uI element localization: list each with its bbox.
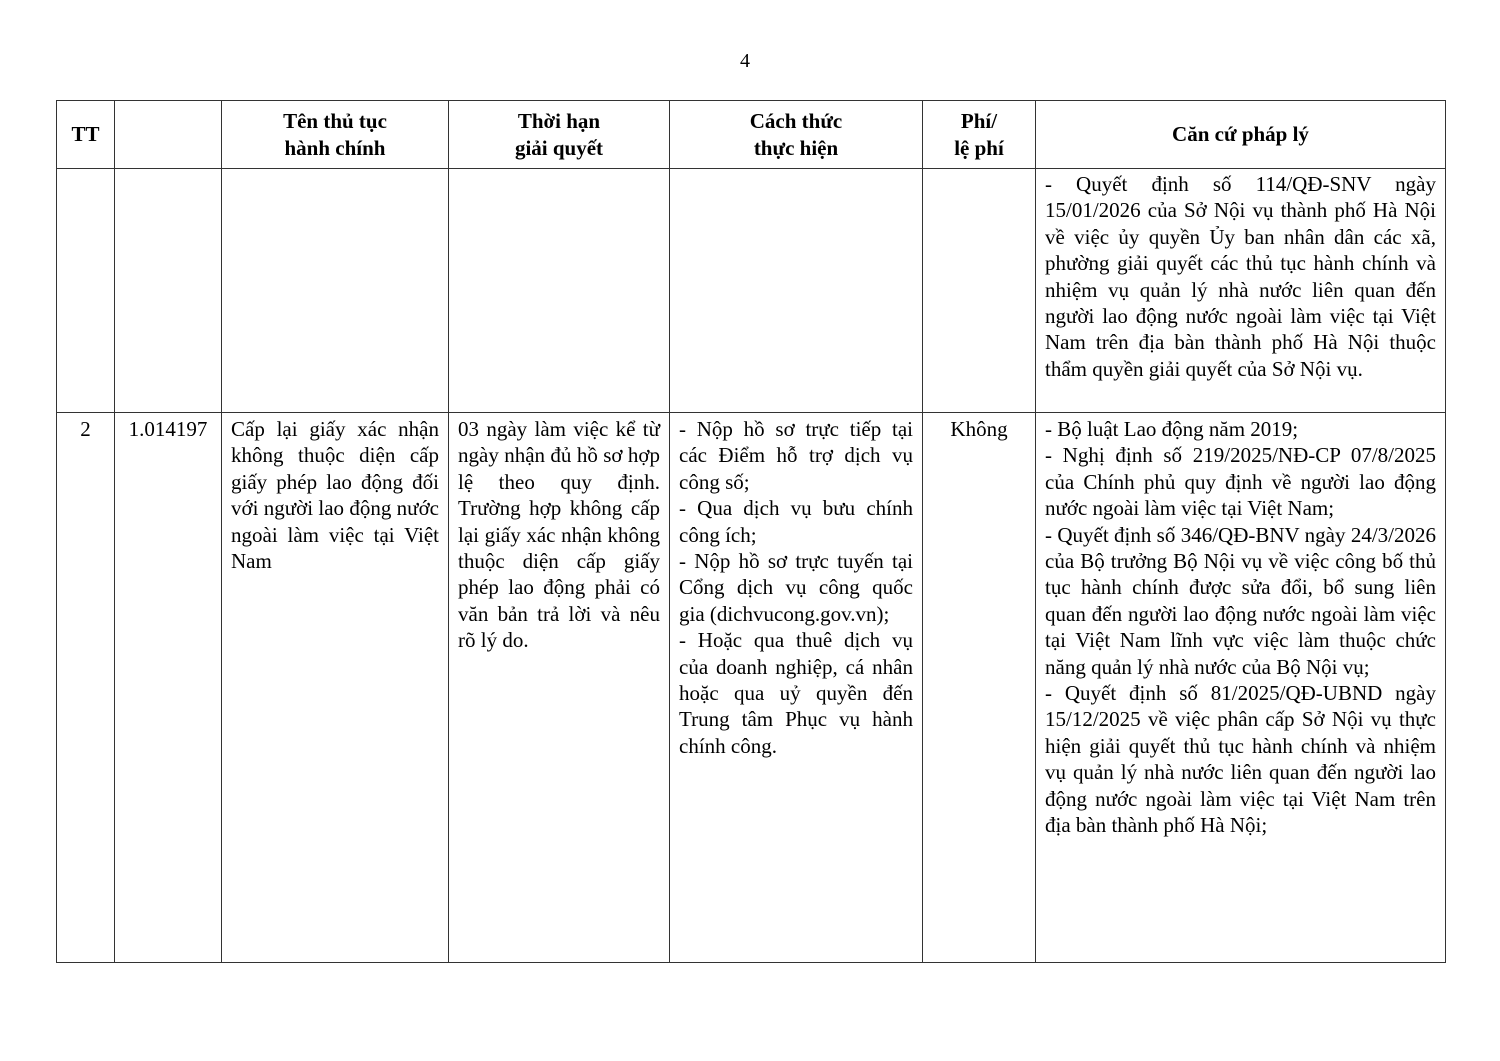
method-item: - Hoặc qua thuê dịch vụ của doanh nghiệp, cá nhân hoặc qua uỷ quyền đến Trung tâm Phục vụ hành chính công. bbox=[679, 628, 913, 758]
header-fee-line2: lệ phí bbox=[954, 135, 1004, 160]
legal-basis-item: - Nghị định số 219/2025/NĐ-CP 07/8/2025 của Chính phủ quy định về người lao động nước ngoài làm việc tại Việt Nam; bbox=[1045, 443, 1436, 521]
header-row bbox=[57, 101, 1446, 169]
cell-method bbox=[670, 413, 923, 963]
cell-procedure-name bbox=[222, 413, 449, 963]
cell-legal-basis bbox=[1036, 413, 1446, 963]
method-item: - Qua dịch vụ bưu chính công ích; bbox=[679, 496, 913, 547]
header-method bbox=[670, 101, 923, 169]
cell-tt bbox=[57, 169, 115, 413]
header-procedure-name-line1: Tên thủ tục bbox=[283, 109, 387, 134]
page-number: 4 bbox=[740, 50, 750, 72]
header-tt: TT bbox=[57, 101, 115, 169]
cell-deadline bbox=[449, 413, 670, 963]
cell-tt: 2 bbox=[57, 413, 115, 963]
cell-code bbox=[115, 169, 222, 413]
cell-code: 1.014197 bbox=[115, 413, 222, 963]
cell-procedure-name bbox=[222, 169, 449, 413]
header-code bbox=[115, 101, 222, 169]
header-procedure-name-line2: hành chính bbox=[284, 135, 386, 160]
header-legal-basis: Căn cứ pháp lý bbox=[1036, 101, 1446, 169]
method-item: - Nộp hồ sơ trực tuyến tại Cổng dịch vụ công quốc gia (dichvucong.gov.vn); bbox=[679, 549, 913, 626]
method-item: - Nộp hồ sơ trực tiếp tại các Điểm hỗ trợ dịch vụ công số; bbox=[679, 417, 913, 494]
cell-legal-basis bbox=[1036, 169, 1446, 413]
cell-fee: Không bbox=[923, 413, 1036, 963]
procedure-name-text: Cấp lại giấy xác nhận không thuộc diện cấp giấy phép lao động đối với người lao động nước ngoài làm việc tại Việt Nam bbox=[231, 417, 439, 574]
header-fee bbox=[923, 101, 1036, 169]
cell-fee bbox=[923, 169, 1036, 413]
procedure-table bbox=[56, 100, 1446, 963]
legal-basis-item: - Quyết định số 114/QĐ-SNV ngày 15/01/2026 của Sở Nội vụ thành phố Hà Nội về việc ủy quyền Ủy ban nhân dân các xã, phường giải quyết các thủ tục hành chính và nhiệm vụ quản lý nhà nước liên quan đến người lao động nước ngoài làm việc tại Việt Nam trên địa bàn thành phố Hà Nội thuộc thẩm quyền giải quyết của Sở Nội vụ. bbox=[1045, 172, 1436, 381]
table-row bbox=[57, 413, 1446, 963]
header-fee-line1: Phí/ bbox=[960, 109, 998, 134]
legal-basis-item: - Quyết định số 81/2025/QĐ-UBND ngày 15/12/2025 về việc phân cấp Sở Nội vụ thực hiện giải quyết thủ tục hành chính và nhiệm vụ quản lý nhà nước liên quan đến người lao động nước ngoài làm việc tại Việt Nam trên địa bàn thành phố Hà Nội; bbox=[1045, 681, 1436, 838]
legal-basis-item: - Bộ luật Lao động năm 2019; bbox=[1045, 417, 1299, 441]
header-deadline-line2: giải quyết bbox=[514, 135, 604, 160]
header-method-line1: Cách thức bbox=[749, 109, 843, 134]
legal-basis-item: - Quyết định số 346/QĐ-BNV ngày 24/3/2026 của Bộ trưởng Bộ Nội vụ về việc công bố thủ tục hành chính được sửa đổi, bổ sung liên quan đến người lao động nước ngoài làm việc tại Việt Nam lĩnh vực việc làm thuộc chức năng quản lý nhà nước của Bộ Nội vụ; bbox=[1045, 522, 1436, 679]
cell-deadline bbox=[449, 169, 670, 413]
header-deadline-line1: Thời hạn bbox=[517, 109, 601, 134]
cell-method bbox=[670, 169, 923, 413]
deadline-text: 03 ngày làm việc kể từ ngày nhận đủ hồ sơ hợp lệ theo quy định. Trường hợp không cấp lại giấy xác nhận không thuộc diện cấp giấy phép lao động phải có văn bản trả lời và nêu rõ lý do. bbox=[458, 417, 660, 653]
header-deadline bbox=[449, 101, 670, 169]
header-procedure-name bbox=[222, 101, 449, 169]
header-method-line2: thực hiện bbox=[753, 135, 839, 160]
table-row bbox=[57, 169, 1446, 413]
